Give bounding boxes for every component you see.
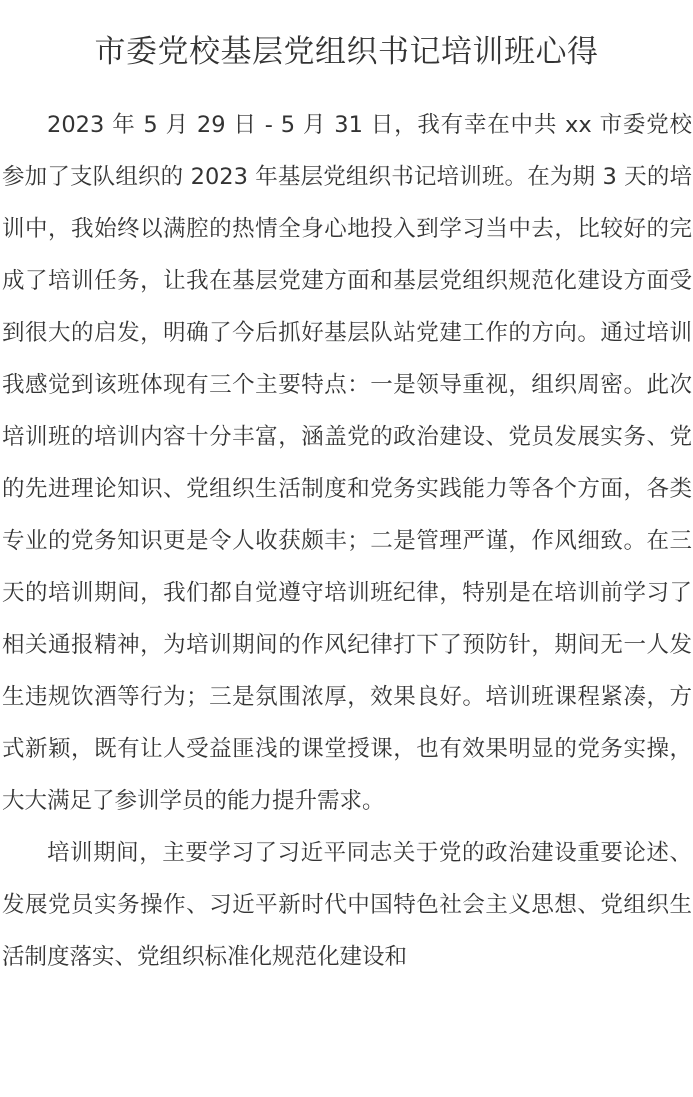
article-body	[0, 99, 693, 983]
page-title: 市委党校基层党组织书记培训班心得	[94, 34, 599, 70]
paragraph-1: 2023 年 5 月 29 日 - 5 月 31 日，我有幸在中共 xx 市委党校参加了支队组织的 2023 年基层党组织书记培训班。在为期 3 天的培训中，我始终以满腔的热情全身心地投入到学习当中去，比较好的完成了培训任务，让我在基层党建方面和基层党组织规范化建设方面受到很大的启发，明确了今后抓好基层队站党建工作的方向。通过培训我感觉到该班体现有三个主要特点：一是领导重视，组织周密。此次培训班的培训内容十分丰富，涵盖党的政治建设、党员发展实务、党的先进理论知识、党组织生活制度和党务实践能力等各个方面，各类专业的党务知识更是令人收获颇丰；二是管理严谨，作风细致。在三天的培训期间，我们都自觉遵守培训班纪律，特别是在培训前学习了相关通报精神，为培训期间的作风纪律打下了预防针，期间无一人发生违规饮酒等行为；三是氛围浓厚，效果良好。培训班课程紧凑，方式新颖，既有让人受益匪浅的课堂授课，也有效果明显的党务实操，大大满足了参训学员的能力提升需求。	[2, 112, 692, 814]
paragraph-2: 培训期间，主要学习了习近平同志关于党的政治建设重要论述、发展党员实务操作、习近平新时代中国特色社会主义思想、党组织生活制度落实、党组织标准化规范化建设和	[2, 840, 692, 970]
